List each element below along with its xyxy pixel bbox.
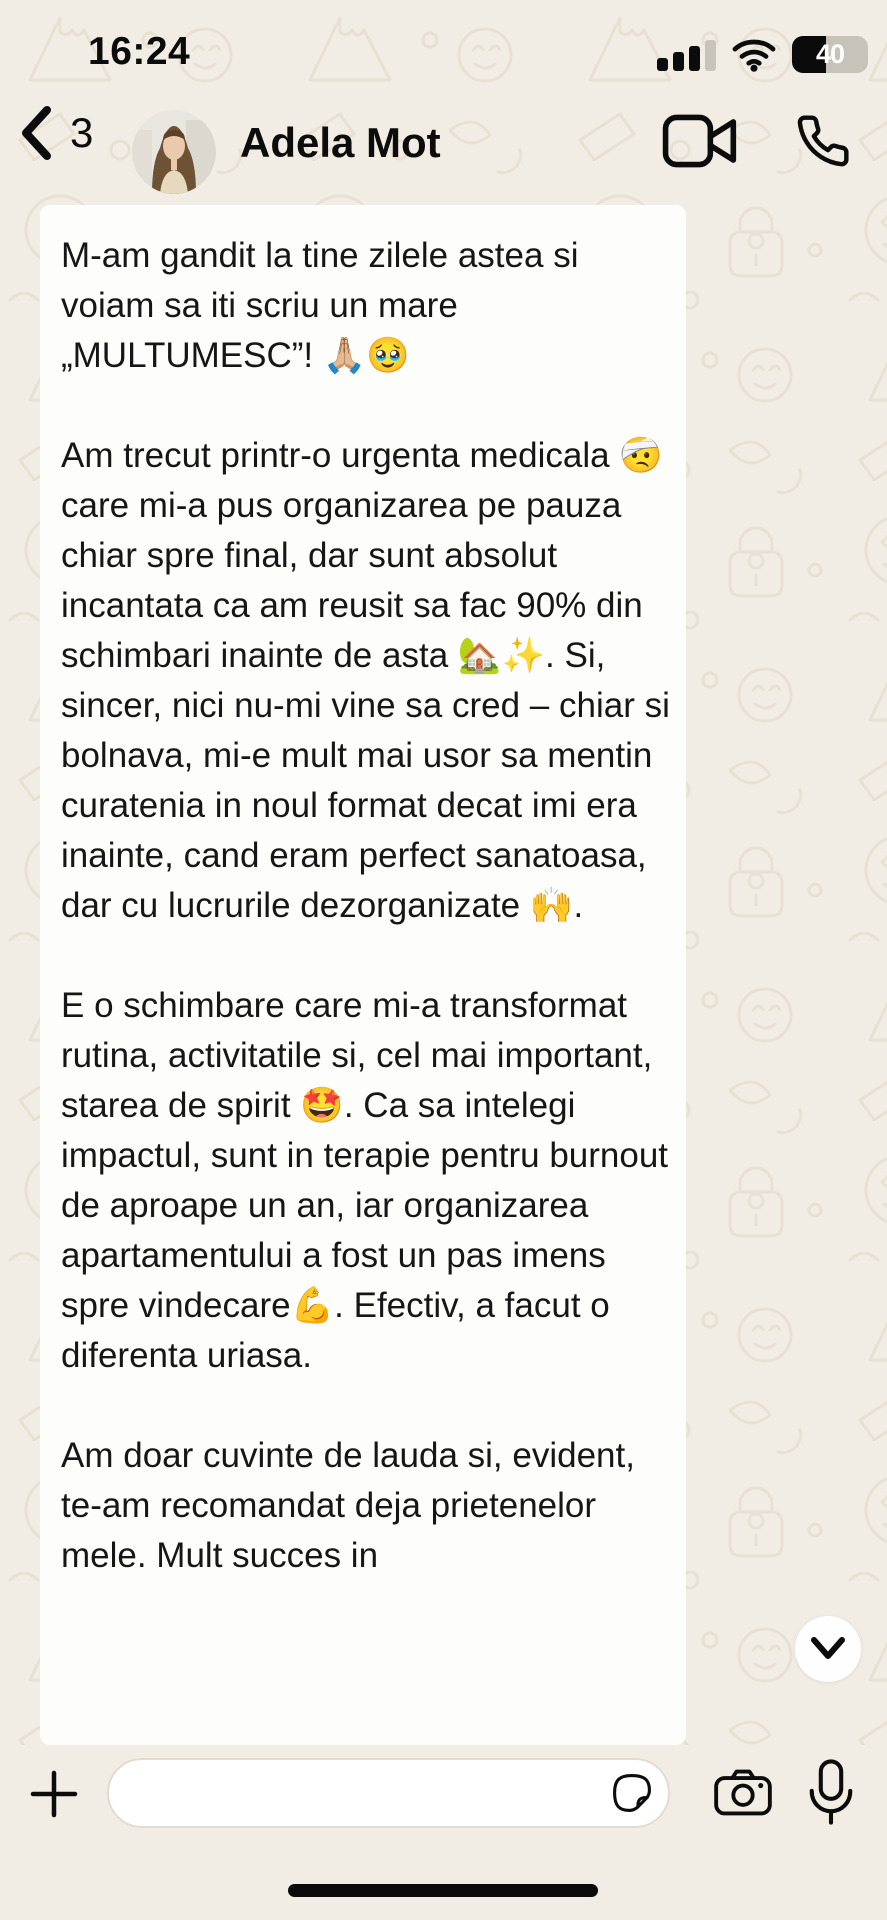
clock-time: 16:24	[88, 30, 191, 73]
scroll-to-bottom-button[interactable]	[795, 1616, 861, 1682]
video-call-button[interactable]	[661, 113, 739, 169]
chevron-down-icon	[806, 1634, 850, 1664]
incoming-message-bubble[interactable]	[40, 205, 686, 1745]
video-camera-icon	[661, 113, 739, 169]
home-indicator[interactable]	[288, 1884, 598, 1897]
message-input-field[interactable]	[107, 1758, 670, 1828]
chevron-left-icon	[18, 103, 54, 163]
unread-count-badge: 3	[70, 109, 94, 156]
camera-button[interactable]	[714, 1767, 772, 1817]
back-button[interactable]	[18, 103, 93, 163]
microphone-icon	[806, 1758, 856, 1826]
contact-name[interactable]: Adela Mot	[240, 119, 441, 166]
message-paragraph: Am trecut printr-o urgenta medicala 🤕 care mi-a pus organizarea pe pauza chiar spre final, dar sunt absolut incantata ca am reusit sa fac 90% din schimbari inainte de asta 🏡✨. Si, sincer, nici nu-mi vine sa cred – chiar si bolnava, mi-e mult mai usor sa mentin curatenia in noul format decat imi era inainte, cand eram perfect sanatoasa, dar cu lucrurile dezorganizate 🙌.	[61, 436, 670, 925]
battery-percent: 40	[815, 39, 845, 69]
status-bar	[0, 0, 887, 95]
chat-header	[0, 95, 887, 205]
plus-icon	[30, 1770, 78, 1818]
sticker-icon	[610, 1771, 654, 1815]
phone-icon	[795, 113, 851, 169]
message-text-input[interactable]	[135, 1766, 598, 1820]
message-paragraph: Am doar cuvinte de lauda si, evident, te-am recomandat deja prietenelor mele. Mult succes in	[61, 1436, 635, 1575]
camera-icon	[714, 1767, 772, 1817]
sticker-button[interactable]	[610, 1771, 654, 1815]
microphone-button[interactable]	[806, 1758, 856, 1826]
contact-avatar[interactable]	[132, 110, 216, 194]
voice-call-button[interactable]	[795, 113, 851, 169]
message-paragraph: M-am gandit la tine zilele astea si voiam sa iti scriu un mare „MULTUMESC”! 🙏🏼🥹	[61, 236, 579, 375]
battery-icon	[792, 36, 861, 73]
attach-button[interactable]	[30, 1770, 78, 1818]
cellular-signal-icon	[657, 39, 716, 71]
wifi-icon	[732, 38, 776, 72]
message-paragraph: E o schimbare care mi-a transformat rutina, activitatile si, cel mai important, starea de spirit 🤩. Ca sa intelegi impactul, sunt in terapie pentru burnout de aproape un an, iar organizarea apartamentului a fost un pas imens spre vindecare💪. Efectiv, a facut o diferenta uriasa.	[61, 986, 669, 1375]
status-bar-indicators	[657, 36, 861, 73]
